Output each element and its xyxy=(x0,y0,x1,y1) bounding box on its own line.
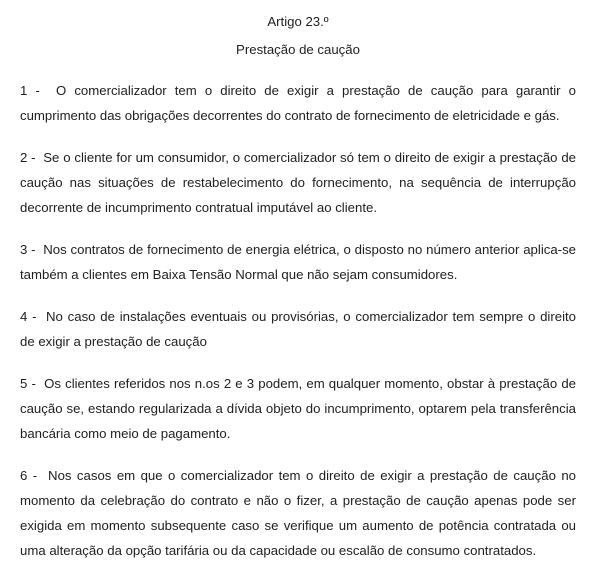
paragraph-2 xyxy=(20,145,576,220)
paragraph-text: Nos casos em que o comercializador tem o direito de exigir a prestação de caução no momento da celebração do contrato e não o fizer, a prestação de caução apenas pode ser exigida em momento subsequente caso se verifique um aumento de potência contratada ou uma alteração da opção tarifária ou da capacidade ou escalão de consumo contratados. xyxy=(20,468,577,558)
paragraph-number: 4 - xyxy=(20,309,37,324)
paragraph-text: Os clientes referidos nos n.os 2 e 3 podem, em qualquer momento, obstar à prestação de caução se, estando regularizada a dívida objeto do incumprimento, optarem pela transferência bancária como meio de pagamento. xyxy=(20,376,576,441)
article-number: Artigo 23.º xyxy=(267,14,329,29)
paragraph-text: Nos contratos de fornecimento de energia elétrica, o disposto no número anterior aplica-se também a clientes em Baixa Tensão Normal que não sejam consumidores. xyxy=(20,242,576,282)
paragraph-4 xyxy=(20,304,576,354)
paragraph-number: 5 - xyxy=(20,376,36,391)
paragraph-6 xyxy=(20,463,576,563)
paragraph-number: 3 - xyxy=(20,242,36,257)
paragraph-number: 6 - xyxy=(20,468,38,483)
article-title: Prestação de caução xyxy=(236,42,360,57)
paragraph-3 xyxy=(20,237,576,287)
paragraph-text: O comercializador tem o direito de exigir a prestação de caução para garantir o cumprimento das obrigações decorrentes do contrato de fornecimento de eletricidade e gás. xyxy=(20,83,576,123)
paragraph-5 xyxy=(20,371,576,446)
paragraph-1 xyxy=(20,78,576,128)
paragraph-number: 2 - xyxy=(20,150,36,165)
paragraph-number: 1 - xyxy=(20,83,40,98)
paragraph-text: No caso de instalações eventuais ou provisórias, o comercializador tem sempre o direito de exigir a prestação de caução xyxy=(20,309,577,349)
paragraph-text: Se o cliente for um consumidor, o comercializador só tem o direito de exigir a prestação de caução nas situações de restabelecimento do fornecimento, na sequência de interrupção decorrente de incumprimento contratual imputável ao cliente. xyxy=(20,150,577,215)
